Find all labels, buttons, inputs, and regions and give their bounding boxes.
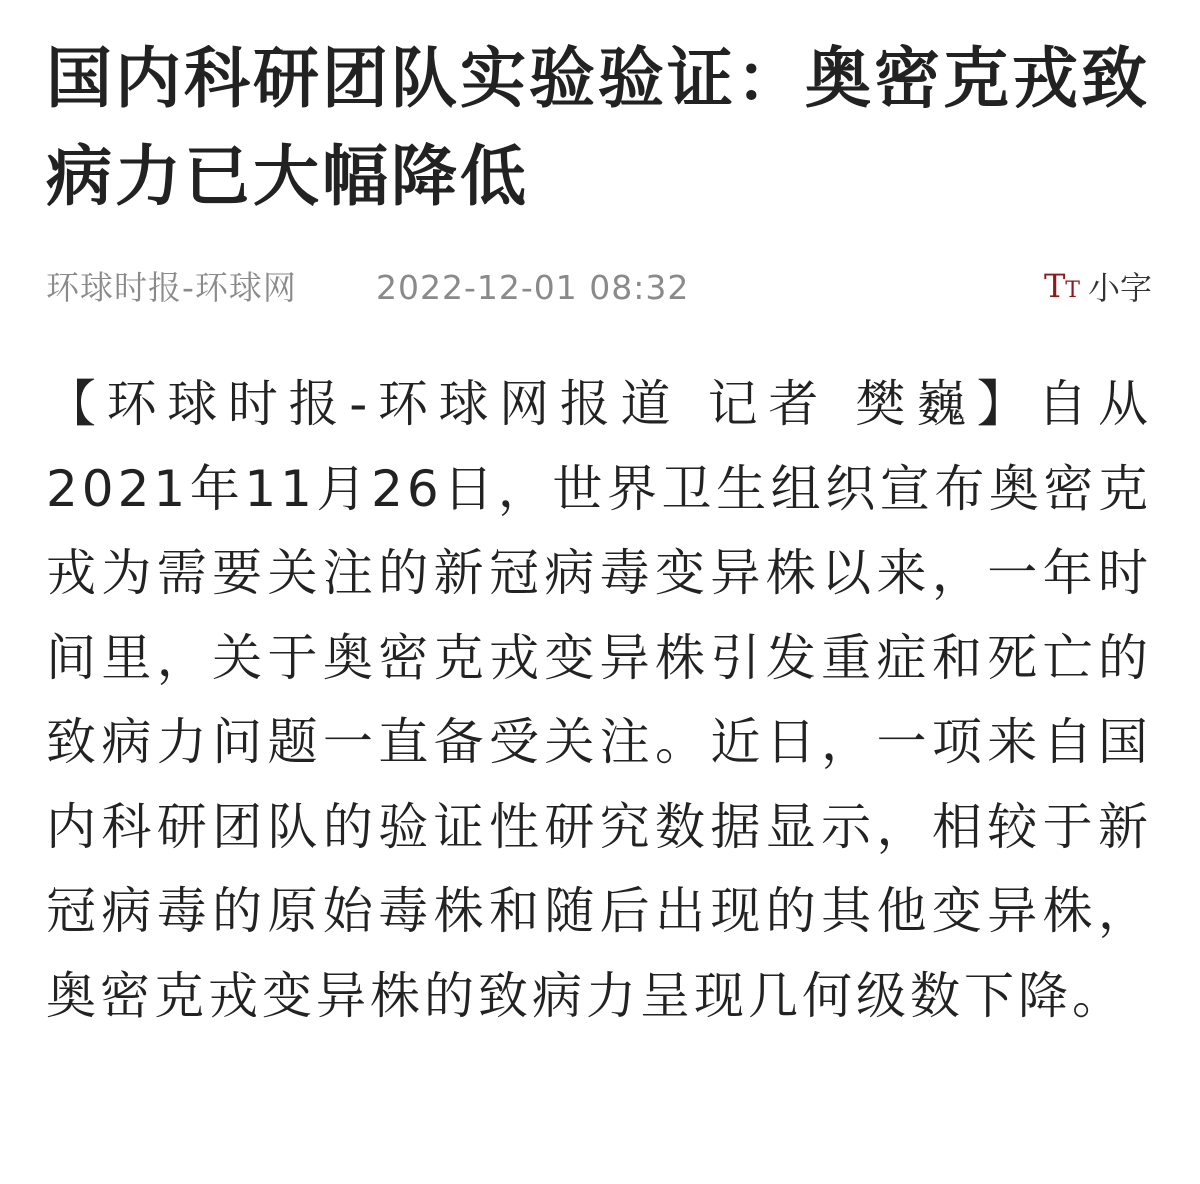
article-meta [46,262,1152,314]
text-size-icon[interactable] [1044,260,1080,317]
article-title: 国内科研团队实验验证：奥密克戎致病力已大幅降低 [46,40,1150,215]
font-size-toggle[interactable] [1044,262,1152,314]
article-body: 【环球时报-环球网报道 记者 樊巍】自从2021年11月26日，世界卫生组织宣布奥密克戎为需要关注的新冠病毒变异株以来，一年时间里，关于奥密克戎变异株引发重症和死亡的致病力问题一直备受关注。近日，一项来自国内科研团队的验证性研究数据显示，相较于新冠病毒的原始毒株和随后出现的其他变异株，奥密克戎变异株的致病力呈现几何级数下降。 [46,375,1152,1025]
text-size-icon-small: T [1065,277,1080,303]
article-source[interactable]: 环球时报-环球网 [46,268,297,307]
font-size-label[interactable]: 小字 [1087,269,1152,307]
text-size-icon-big: T [1043,266,1066,305]
article-datetime: 2022-12-01 08:32 [376,268,690,307]
